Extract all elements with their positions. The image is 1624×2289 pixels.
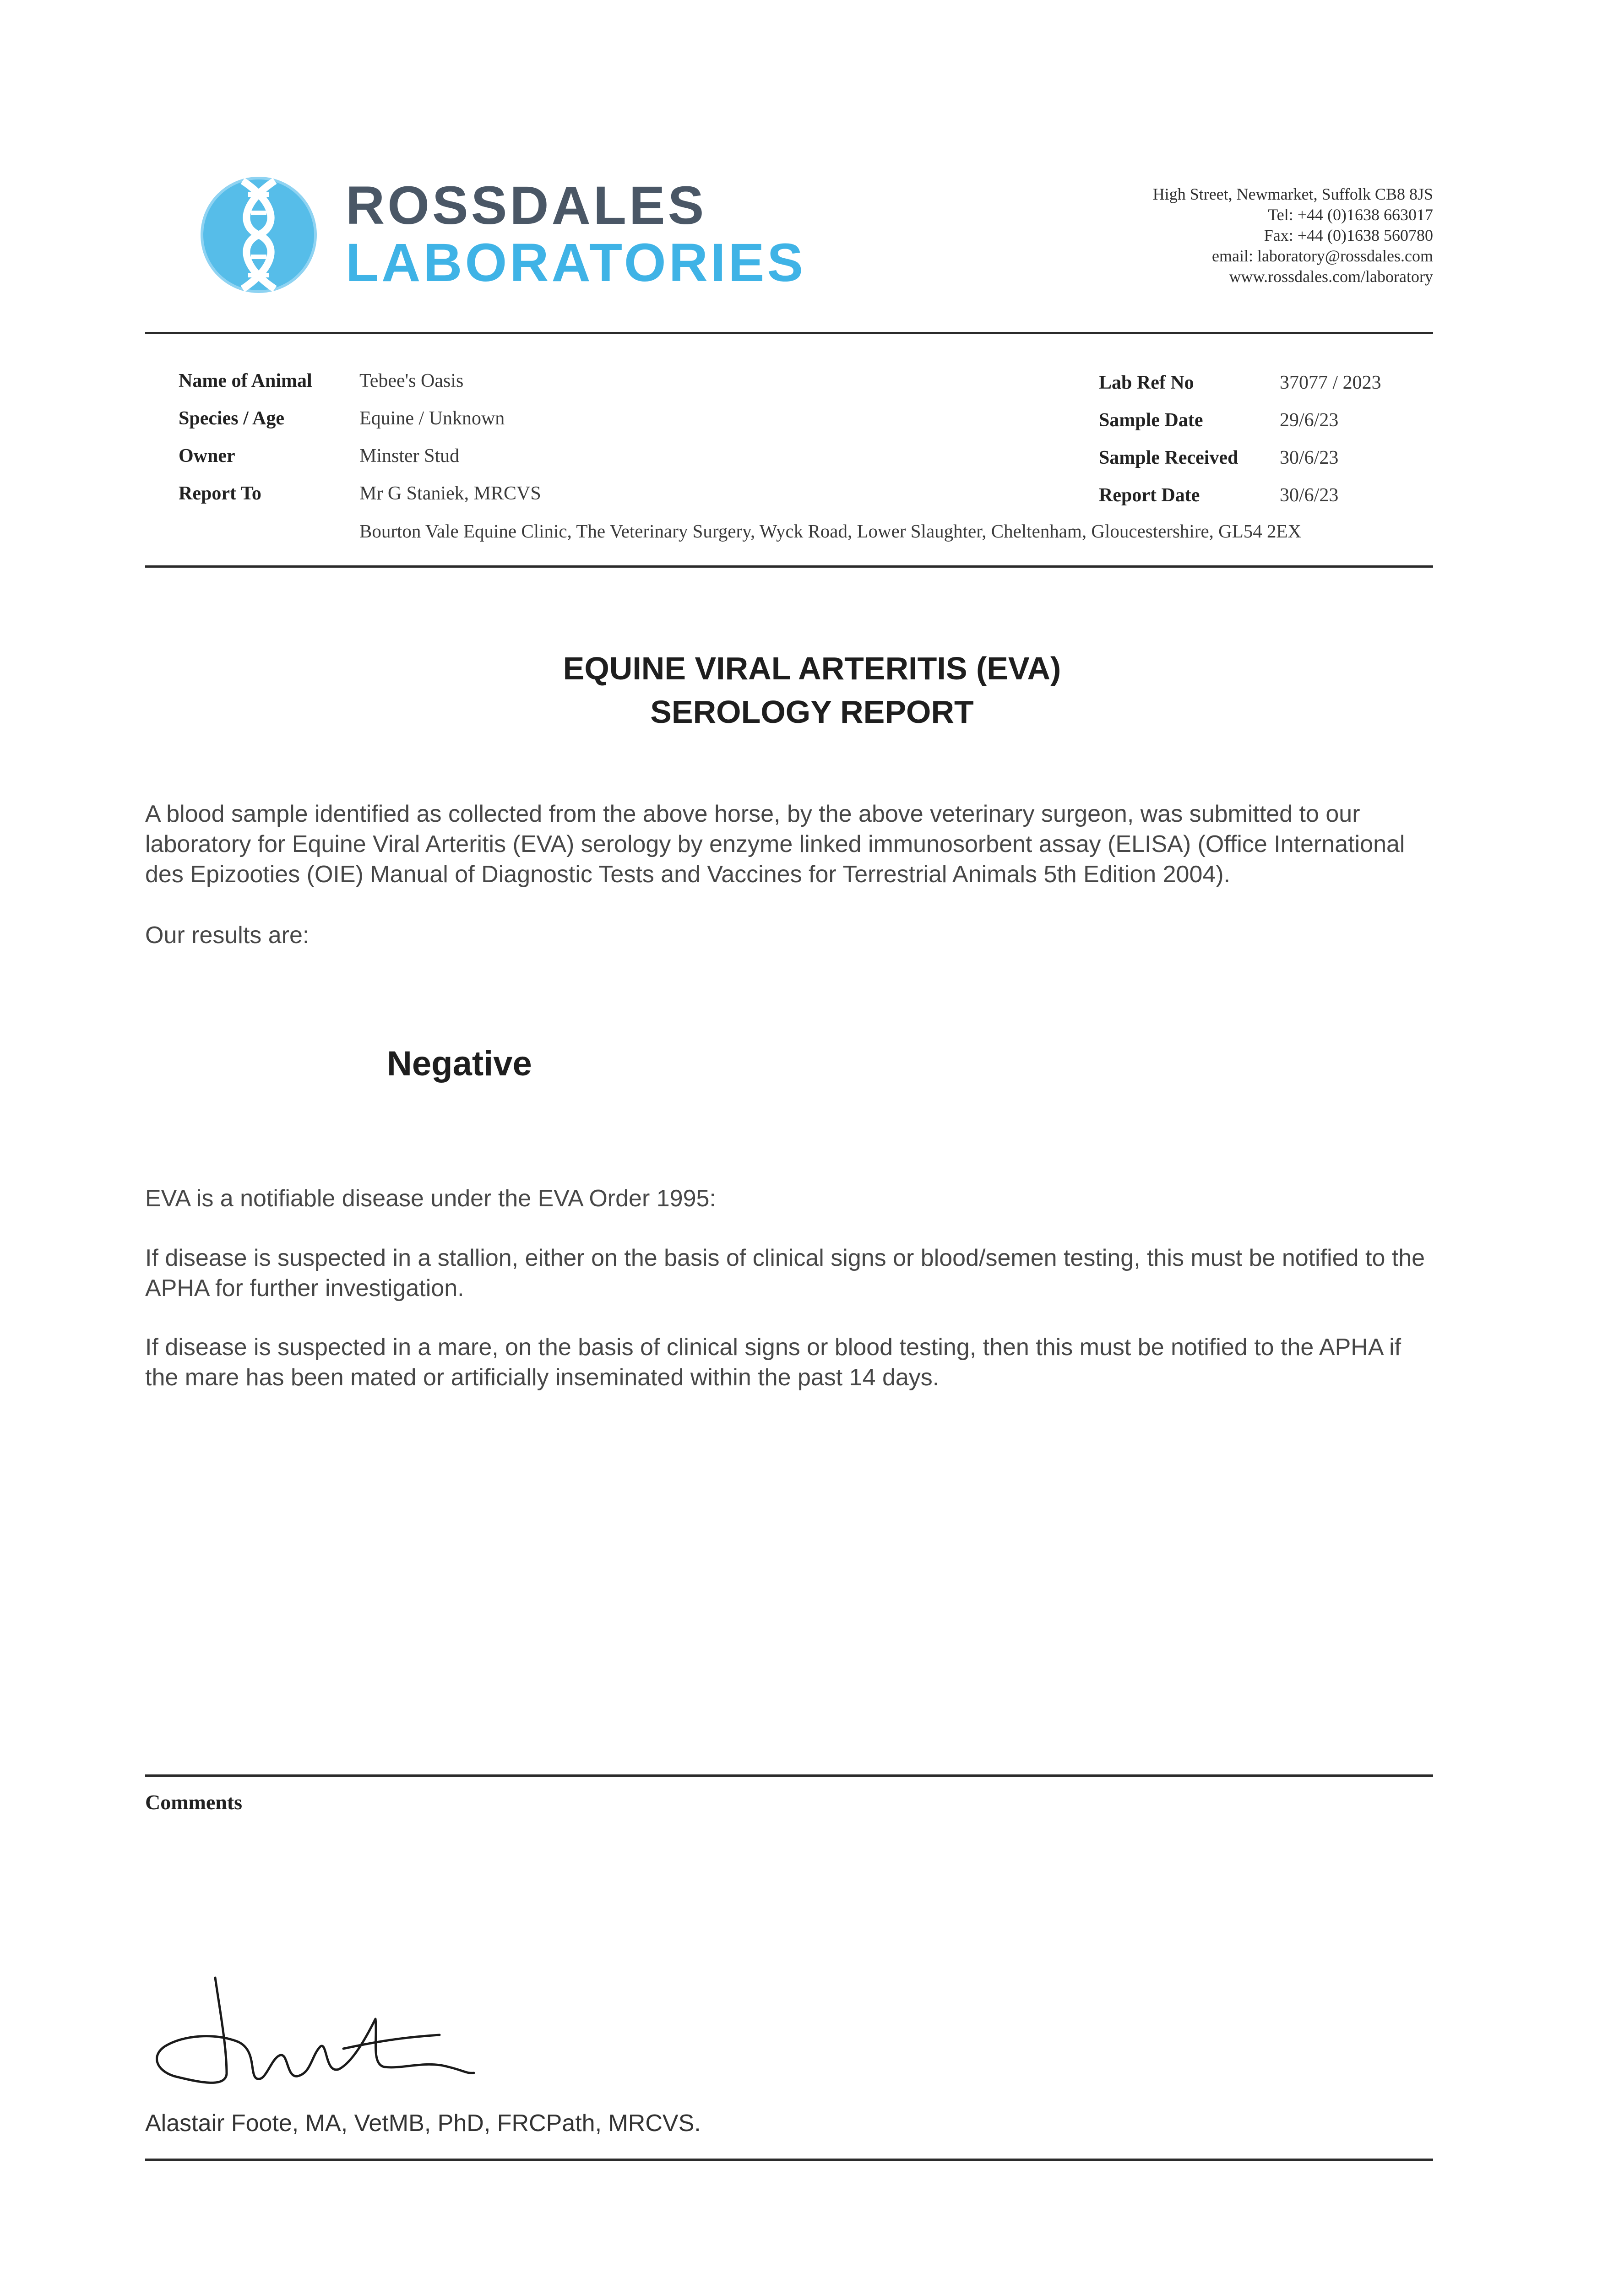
lab-address [1153, 184, 1433, 287]
report-to-value: Mr G Staniek, MRCVS [359, 483, 541, 504]
header-divider [145, 332, 1433, 334]
report-to-label: Report To [179, 483, 261, 504]
mare-guidance: If disease is suspected in a mare, on the basis of clinical signs or blood testing, then this must be notified to the APHA if the mare has been mated or artificially inseminated within the past 14 days. [145, 1334, 1401, 1391]
comments-label: Comments [145, 1790, 243, 1814]
species-age-value: Equine / Unknown [359, 408, 505, 429]
sample-date-value: 29/6/23 [1280, 410, 1339, 431]
sample-received-value: 30/6/23 [1280, 447, 1339, 468]
comments-divider [145, 1774, 1433, 1777]
stallion-guidance: If disease is suspected in a stallion, either on the basis of clinical signs or blood/semen testing, this must be notified to the APHA for further investigation. [145, 1245, 1425, 1302]
intro-paragraph: A blood sample identified as collected from the above horse, by the above veterinary surgeon, was submitted to our laboratory for Equine Viral Arteritis (EVA) serology by enzyme linked immunosorbent assay (ELISA) (Office International des Epizooties (OIE) Manual of Diagnostic Tests and Vaccines for Terrestrial Animals 5th Edition 2004). [145, 801, 1405, 888]
logo-text-line1: ROSSDALES [346, 175, 707, 236]
address-website: www.rossdales.com/laboratory [1229, 267, 1433, 286]
notifiable-notice: EVA is a notifiable disease under the EVA Order 1995: [145, 1185, 716, 1212]
sample-received-label: Sample Received [1099, 447, 1238, 468]
logo-text-line2: LABORATORIES [346, 233, 806, 293]
lab-ref-label: Lab Ref No [1099, 372, 1194, 393]
results-intro: Our results are: [145, 922, 310, 949]
owner-value: Minster Stud [359, 445, 460, 466]
report-title-line1: EQUINE VIRAL ARTERITIS (EVA) [563, 651, 1061, 686]
name-of-animal-value: Tebee's Oasis [359, 370, 464, 391]
address-fax: Fax: +44 (0)1638 560780 [1264, 226, 1433, 244]
address-street: High Street, Newmarket, Suffolk CB8 8JS [1152, 185, 1433, 203]
footer-divider [145, 2159, 1433, 2161]
species-age-label: Species / Age [179, 408, 284, 429]
signer-name: Alastair Foote, MA, VetMB, PhD, FRCPath, MRCVS. [145, 2110, 701, 2137]
dna-logo-icon [197, 176, 320, 293]
name-of-animal-label: Name of Animal [179, 370, 312, 391]
report-date-label: Report Date [1099, 485, 1200, 506]
sample-date-label: Sample Date [1099, 410, 1203, 431]
address-email: email: laboratory@rossdales.com [1211, 247, 1433, 265]
owner-label: Owner [179, 445, 235, 466]
report-to-address: Bourton Vale Equine Clinic, The Veterinary Surgery, Wyck Road, Lower Slaughter, Cheltenham, Gloucestershire, GL54 2EX [359, 521, 1302, 542]
address-tel: Tel: +44 (0)1638 663017 [1268, 206, 1433, 224]
signature-image [147, 1969, 485, 2101]
details-divider [145, 565, 1433, 568]
lab-ref-value: 37077 / 2023 [1280, 372, 1381, 393]
report-date-value: 30/6/23 [1280, 485, 1339, 506]
report-title-line2: SEROLOGY REPORT [650, 694, 974, 730]
test-result: Negative [387, 1044, 532, 1083]
